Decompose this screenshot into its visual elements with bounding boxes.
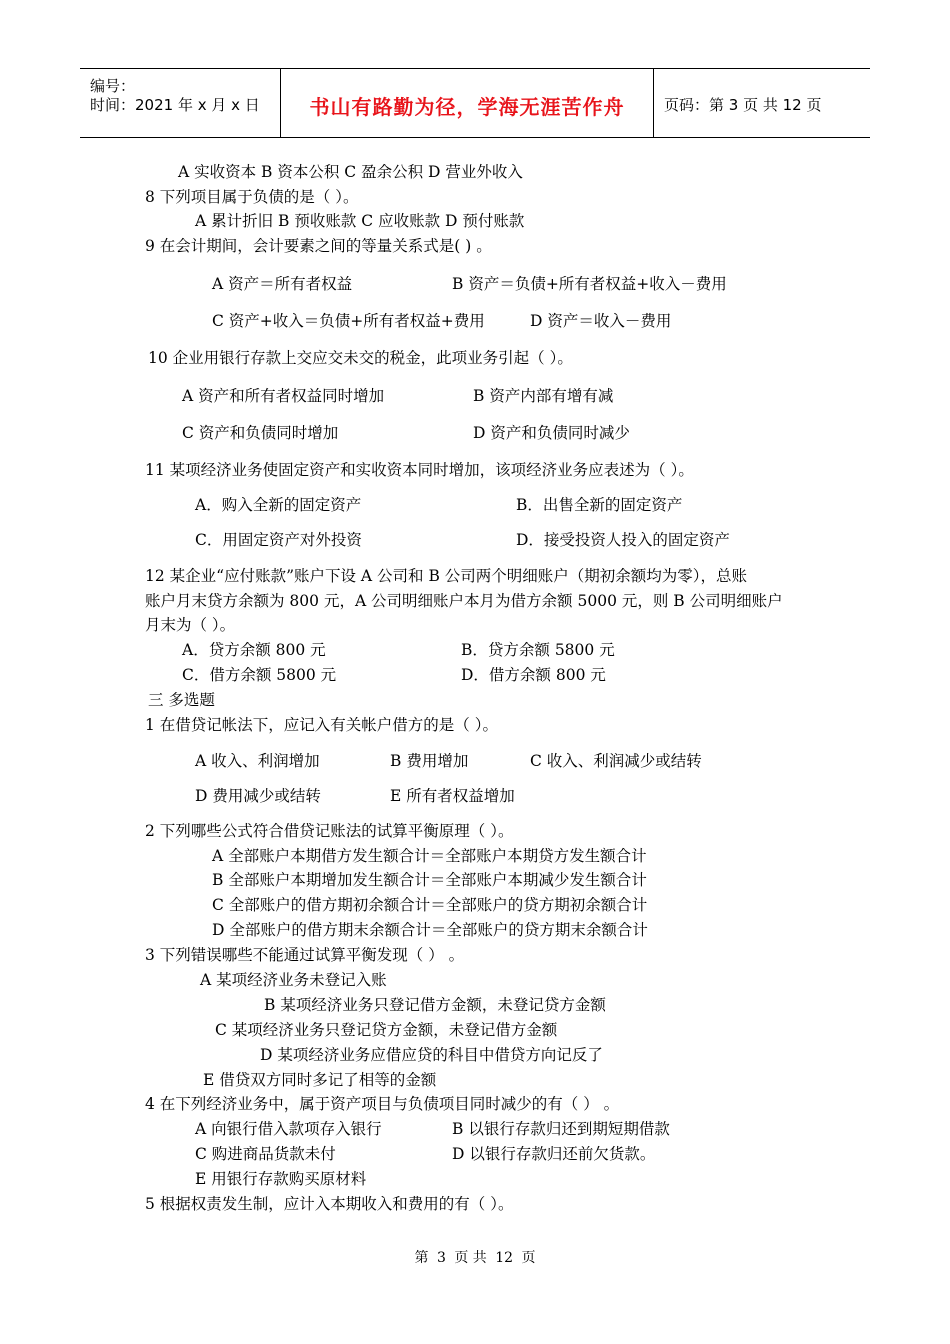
q12-question-line2: 账户月末贷方余额为 800 元，A 公司明细账户本月为借方余额 5000 元，则 B 公司明细账户	[145, 592, 783, 610]
m4-question: 4 在下列经济业务中，属于资产项目与负债项目同时减少的有（ ） 。	[145, 1095, 620, 1113]
m2-question: 2 下列哪些公式符合借贷记账法的试算平衡原理（ ）。	[145, 822, 514, 840]
footer-total-pages: 12	[495, 1250, 514, 1266]
q10-option-a: A 资产和所有者权益同时增加	[182, 387, 385, 405]
q11-question: 11 某项经济业务使固定资产和实收资本同时增加，该项经济业务应表述为（ ）。	[145, 461, 694, 479]
m2-option-b: B 全部账户本期增加发生额合计＝全部账户本期减少发生额合计	[212, 871, 647, 889]
q10-option-c: C 资产和负债同时增加	[182, 424, 339, 442]
date-label: 时间：2021 年 x 月 x 日	[90, 96, 260, 114]
q12-option-b: B．贷方余额 5800 元	[461, 641, 615, 659]
section-heading-multiple-choice: 三 多选题	[148, 691, 215, 709]
q8-options: A 累计折旧 B 预收账款 C 应收账款 D 预付账款	[195, 212, 525, 230]
q10-option-b: B 资产内部有增有减	[473, 387, 614, 405]
m3-option-e: E 借贷双方同时多记了相等的金额	[203, 1071, 437, 1089]
q12-question-line3: 月末为（ ）。	[145, 616, 236, 634]
page-footer	[0, 1247, 950, 1267]
m1-option-c: C 收入、利润减少或结转	[530, 752, 702, 770]
m2-option-c: C 全部账户的借方期初余额合计＝全部账户的贷方期初余额合计	[212, 896, 648, 914]
m4-option-a: A 向银行借入款项存入银行	[195, 1120, 382, 1138]
m5-question: 5 根据权责发生制，应计入本期收入和费用的有（ ）。	[145, 1195, 514, 1213]
m4-option-e: E 用银行存款购买原材料	[195, 1170, 367, 1188]
m1-question: 1 在借贷记帐法下，应记入有关帐户借方的是（ ）。	[145, 716, 498, 734]
m1-option-a: A 收入、利润增加	[195, 752, 320, 770]
q9-option-c: C 资产+收入＝负债+所有者权益+费用	[212, 312, 485, 330]
footer-prefix: 第	[414, 1250, 429, 1266]
q12-option-a: A．贷方余额 800 元	[182, 641, 326, 659]
page-code: 页码：第 3 页 共 12 页	[664, 96, 822, 114]
serial-label: 编号：	[90, 77, 136, 95]
q12-question-line1: 12 某企业“应付账款”账户下设 A 公司和 B 公司两个明细账户（期初余额均为零），总账	[145, 567, 748, 585]
m3-option-d: D 某项经济业务应借应贷的科目中借贷方向记反了	[260, 1046, 603, 1064]
footer-page-number: 3	[436, 1250, 446, 1266]
m2-option-d: D 全部账户的借方期末余额合计＝全部账户的贷方期末余额合计	[212, 921, 648, 939]
q7-options: A 实收资本 B 资本公积 C 盈余公积 D 营业外收入	[178, 163, 523, 181]
q12-option-d: D．借方余额 800 元	[461, 666, 606, 684]
q11-option-c: C．用固定资产对外投资	[195, 531, 362, 549]
m1-option-b: B 费用增加	[390, 752, 469, 770]
q9-question: 9 在会计期间，会计要素之间的等量关系式是( ) 。	[145, 237, 492, 255]
m3-question: 3 下列错误哪些不能通过试算平衡发现（ ） 。	[145, 946, 465, 964]
m1-option-e: E 所有者权益增加	[390, 787, 515, 805]
m3-option-a: A 某项经济业务未登记入账	[200, 971, 387, 989]
q8-question: 8 下列项目属于负债的是（ ）。	[145, 188, 359, 206]
header-motto-cell	[281, 69, 654, 137]
m3-option-b: B 某项经济业务只登记借方金额，未登记贷方金额	[264, 996, 606, 1014]
footer-mid: 页 共	[454, 1250, 487, 1266]
m4-option-b: B 以银行存款归还到期短期借款	[452, 1120, 670, 1138]
q11-option-b: B．出售全新的固定资产	[516, 496, 683, 514]
q9-option-a: A 资产＝所有者权益	[212, 275, 353, 293]
m1-option-d: D 费用减少或结转	[195, 787, 321, 805]
header-info-cell	[80, 69, 281, 137]
m2-option-a: A 全部账户本期借方发生额合计＝全部账户本期贷方发生额合计	[212, 847, 647, 865]
q12-option-c: C．借方余额 5800 元	[182, 666, 337, 684]
page-header	[80, 68, 870, 138]
q11-option-d: D．接受投资人投入的固定资产	[516, 531, 730, 549]
q9-option-b: B 资产＝负债+所有者权益+收入－费用	[452, 275, 727, 293]
q10-question: 10 企业用银行存款上交应交未交的税金，此项业务引起（ ）。	[148, 349, 573, 367]
m3-option-c: C 某项经济业务只登记贷方金额，未登记借方金额	[215, 1021, 558, 1039]
q9-option-d: D 资产＝收入－费用	[530, 312, 672, 330]
motto-text: 书山有路勤为径，学海无涯苦作舟	[309, 95, 625, 119]
q11-option-a: A．购入全新的固定资产	[195, 496, 362, 514]
m4-option-c: C 购进商品货款未付	[195, 1145, 336, 1163]
header-page-cell	[654, 69, 870, 137]
footer-suffix: 页	[521, 1250, 536, 1266]
m4-option-d: D 以银行存款归还前欠货款。	[452, 1145, 656, 1163]
q10-option-d: D 资产和负债同时减少	[473, 424, 630, 442]
